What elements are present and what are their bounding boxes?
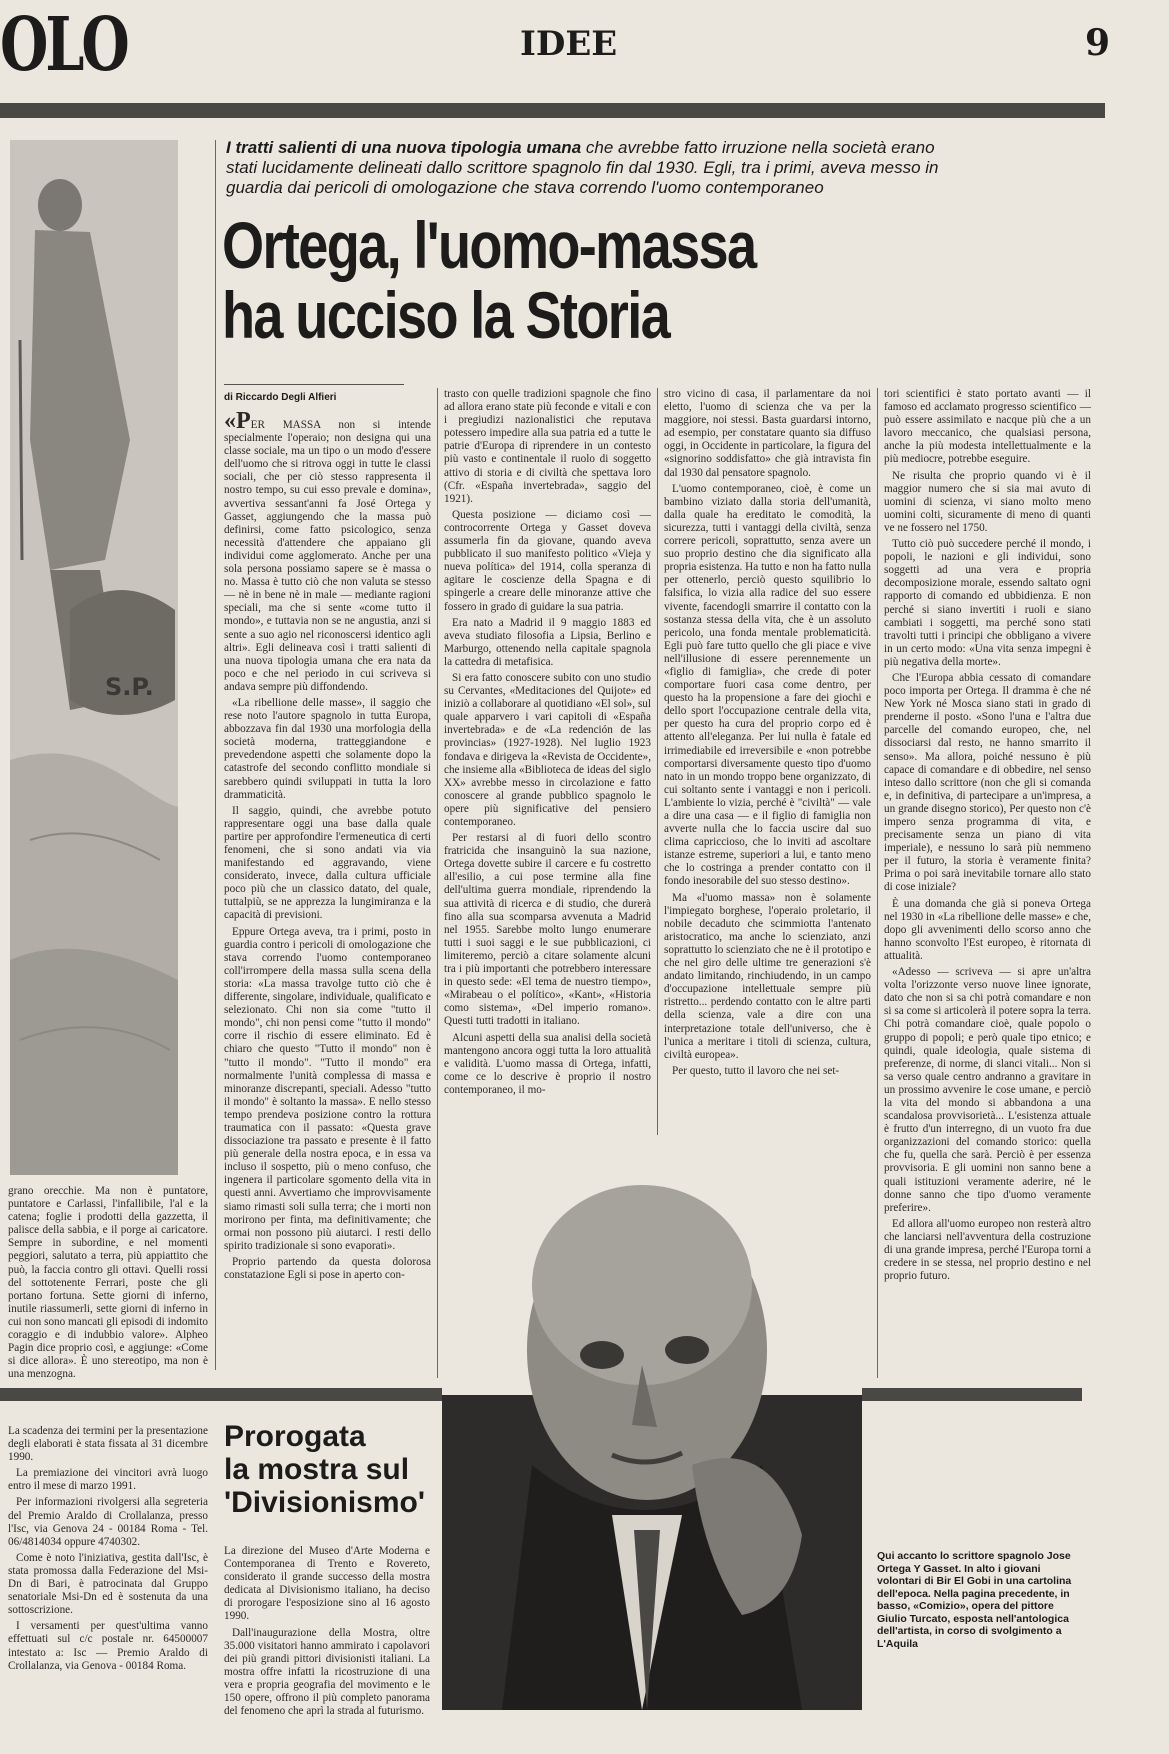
paragraph: L'uomo contemporaneo, cioè, è come un bambino viziato dalla storia dell'umanità, dalla quale ha ereditato le comodità, la sicurezza, tutti i vantaggi della civiltà, senza correre pericoli, soprattutto, senza avere un suo proprio destino che dia significato alla propria esistenza. Ha tutto e non ha fatto nulla per ottenerlo, perciò questo squilibrio lo falsifica, lo vizia alla radice del suo essere vivente, facendogli smarrire il contatto con la sostanza stessa della vita, che è un assoluto pericolo, una fonda mentale problematicità. Egli può fare tutto quello che gli piace e vive nell'illusione di essere perennemente un «figlio di famiglia», che crede di poter comportare fuori casa come dentro, per questo ha la propensione a fare dei giochi e dello sport l'occupazione centrale della vita, per questo ha cura del proprio corpo ed è attento all'eleganza. Per lui nulla è fatale ed irrimediabile ed irreversibile e «non potrebbe comportarsi diversamente questo tipo d'uomo nato in un mondo troppo bene organizzato, di cui soltanto sente i vantaggi e non i pericoli. L'ambiente lo vizia, perché è "civiltà" — vale a dire una casa — e il figlio di famiglia non avverte nulla che lo faccia uscire dal suo clima capriccioso, che lo inviti ad ascoltare istanze estreme, superiori a lui, e tanto meno che lo costringa a prender contatto con il fondo inesorabile del suo stesso destino».: [664, 482, 871, 888]
volunteers-photo: [10, 140, 178, 1175]
byline-rule: [224, 384, 404, 385]
column-divider: [877, 388, 878, 1378]
paragraph: Ma «l'uomo massa» non è solamente l'impiegato borghese, l'operaio proletario, il nobile decaduto che scimmiotta l'antenato aristocratico, ma anche lo scienziato, anzi soprattutto lo scienziato che ne è il prototipo e che nel giro delle ultime tre generazioni s'è andato limitando, rinchiudendo, in un campo d'occupazione intellettuale sempre più ristretto... perdendo contatto con le altre parti della scienza, vale a dire con una interpretazione totale dell'universo, che è l'unica a meritare i titoli di scienza, cultura, civiltà europea».: [664, 891, 871, 1061]
masthead-name-fragment: OLO: [0, 2, 127, 88]
headline-line-2: ha ucciso la Storia: [222, 278, 670, 352]
left-strip-paragraph: grano orecchie. Ma non è puntatore, puntatore e Carlassi, l'infallibile, l'al e la catena; foglie i prodotti della gazzetta, il palisce della sabbia, e il porge ai caricatore. Sempre in subordine, e nel momenti peggiori, salutato a terra, più appiattito che può, la faccia contro gli ottavi. Quelli rossi del sottotenente Ferrari, poste che gli portano fortuna. Sette giorni di inferno, inutile riassumerli, sette giorni di inferno in cui non sono mancati gli episodi di indomito coraggio e di indubbio valore». Alpheo Pagin dice proprio così, e aggiunge: «Come si dice allora». È uno stereotipo, ma non è una menzogna.: [8, 1185, 208, 1381]
prize-notice: [8, 1425, 208, 1676]
paragraph: Alcuni aspetti della sua analisi della società mantengono ancora oggi tutta la loro attualità e validità. L'uomo massa di Ortega, infatti, come ce lo descrive è proprio il nostro contemporaneo, il mo-: [444, 1031, 651, 1096]
paragraph: Eppure Ortega aveva, tra i primi, posto in guardia contro i pericoli di omologazione che stava correndo l'uomo contemporaneo coll'irrompere della massa sulla scena della storia: «La massa travolge tutto ciò che è differente, singolare, individuale, qualificato e selezionato. Chi non sia come "tutto il mondo", chi non pensi come "tutto il mondo" corre il rischio di essere eliminato. Ed è chiaro che questo "Tutto il mondo" non è "tutto il mondo". "Tutto il mondo" era normalmente l'unità complessa di massa e minoranze discrepanti, speciali. Adesso "tutto il mondo" è soltanto la massa». E nello stesso tempo prendeva posizione contro la rottura traumatica con il passato: «Questa grave dissociazione tra passato e presente è il fatto più generale della nostra epoca, e in essa va incluso il sospetto, più o meno confuso, che ingenera il particolare sgomento della vita in questi anni. Avvertiamo che improvvisamente siamo rimasti soli sulla terra; che i morti non morirono per finta, ma definitivamente; che ormai non possono più aiutarci. I resti dello spirito tradizionale si sono evaporati».: [224, 925, 431, 1252]
paragraph: Il saggio, quindi, che avrebbe potuto rappresentare oggi una base dalla quale partire per approfondire l'ermeneutica di certi fenomeni, che si sono andati via via manifestando ed aggravando, viene considerato, invece, dalla cultura ufficiale poco più che un classico datato, del quale, tuttalpiù, se ne apprezza la lungimiranza e la capacità di previsioni.: [224, 804, 431, 922]
paragraph: Come è noto l'iniziativa, gestita dall'Isc, è stata promossa dalla Federazione del Msi-Dn di Bari, è patrocinata dal Gruppo senatoriale Msi-Dn ed è sostenuta da una sottoscrizione.: [8, 1551, 208, 1617]
column-divider: [657, 388, 658, 1158]
ortega-portrait: [442, 1135, 862, 1710]
box-headline-line-1: Prorogata: [224, 1420, 366, 1453]
box-body: [224, 1545, 430, 1721]
photo-inscription: S.P.: [105, 673, 154, 701]
paragraph: Si era fatto conoscere subito con uno studio su Cervantes, «Meditaciones del Quijote» ed iniziò a collaborare al quotidiano «El sol», sul quale apparvero i vari capitoli di «España invertebrada» e de «La redención de las provincias» (1927-1928). Nel luglio 1923 fondava e dirigeva la «Revista de Occidente», che insieme alla «Biblioteca de ideas del siglo XX» avrebbe messo in circolazione e fatto conoscere al grande pubblico spagnolo le opere più significative del pensiero contemporaneo.: [444, 671, 651, 828]
byline: di Riccardo Degli Alfieri: [224, 392, 337, 403]
paragraph: La premiazione dei vincitori avrà luogo entro il mese di marzo 1991.: [8, 1467, 208, 1493]
section-title: IDEE: [520, 24, 618, 64]
paragraph: tori scientifici è stato portato avanti — il famoso ed acclamato progresso scientifico — può essere assimilato e nacque più che a un lavoro meccanico, che qualsiasi persona, anche la più modesta intellettualmente e la più mediocre, potrebbe eseguire.: [884, 388, 1091, 466]
paragraph: La direzione del Museo d'Arte Moderna e Contemporanea di Trento e Rovereto, considerato il grande successo della mostra dedicata al Divisionismo italiano, ha deciso di prorogare l'esposizione sino al 16 agosto 1990.: [224, 1545, 430, 1623]
masthead-rule: [0, 103, 1105, 118]
paragraph: Per informazioni rivolgersi alla segreteria del Premio Araldo di Crollalanza, presso l'Isc, via Genova 24 - 00184 Roma - Tel. 06/4814034 oppure 4740302.: [8, 1496, 208, 1548]
paragraph: Dall'inaugurazione della Mostra, oltre 35.000 visitatori hanno ammirato i capolavori dei più grandi pittori divisionisti italiani. La mostra offre infatti la ricostruzione di una vera e propria geografia del movimento e le 150 opere, offrono il più completo panorama del fenomeno che aprì la strada al futurismo.: [224, 1626, 430, 1718]
paragraph: Che l'Europa abbia cessato di comandare poco importa per Ortega. Il dramma è che né New York né Mosca siano stati in grado di prenderne il posto. «Sono l'una e l'altra due parcelle del comando europeo, che, nel dissociarsi dal resto, ne hanno smarrito il senso». Ma allora, poiché nessuno è più capace di comandare e di obbedire, nel senso inteso dallo scrittore (non che gli si comanda e, in definitiva, di partecipare a un'impresa, a un grande disegno storico), Per questo non c'è impero senza programma di vita, e precisamente senza un piano di vita imperiale), e nessuno lo sarà più nemmeno per il futuro, la storia è veramente finita? Prima o poi sarà inevitabile tornare allo stato di cose iniziale?: [884, 671, 1091, 894]
paragraph: «La ribellione delle masse», il saggio che rese noto l'autore spagnolo in tutta Europa, abbozzava fin dal 1930 una morfologia della società moderna, tratteggiandone e prevedendone aspetti che solamente dopo la catastrofe del secondo conflitto mondiale si sarebbero quindi sviluppati in tutta la loro drammaticità.: [224, 696, 431, 801]
article-column-4: [884, 388, 1091, 1286]
kicker-rest: che avrebbe fatto irruzione nella società erano stati lucidamente delineati dallo scrittore spagnolo fin dal 1930. Egli, tra i primi, aveva messo in guardia dai pericoli di omologazione che stava correndo l'uomo contemporaneo: [226, 138, 939, 197]
paragraph: Tutto ciò può succedere perché il mondo, i popoli, le nazioni e gli individui, sono soggetti ad una vera e propria decomposizione morale, essendo saltato ogni rapporto di comando ed ubbidienza. E non perché si siano invertiti i ruoli e siano cambiati i soggetti, ma perché sono stati travolti tutti i principi che obbligano a vivere in un certo modo: «Una vita senza impegni è più negativa della morte».: [884, 538, 1091, 668]
article-column-1: [224, 408, 431, 1285]
paragraph: Per questo, tutto il lavoro che nei set-: [672, 1064, 840, 1077]
box-headline-line-2: la mostra sul: [224, 1453, 410, 1486]
paragraph: stro vicino di casa, il parlamentare da noi eletto, l'uomo di scienza che va per la maggiore, noi stessi. Basta guardarsi intorno, ad esempio, per constatare quanto sia diffuso oggi, in Occidente in particolare, la figura del «signorino soddisfatto» che già intravista fin dal 1930 dal pensatore spagnolo.: [664, 388, 871, 479]
kicker-bold: I tratti salienti di una nuova tipologia umana: [226, 138, 582, 157]
article-column-3: [664, 388, 871, 1081]
article-kicker: [226, 138, 946, 198]
paragraph: È una domanda che già si poneva Ortega nel 1930 in «La ribellione delle masse» e che, dopo gli avvenimenti dello scorso anno che hanno sconvolto l'Est europeo, è ritornata di attualità.: [884, 897, 1091, 962]
paragraph: «PER MASSA non si intende specialmente l'operaio; non designa qui una classe sociale, ma un tipo o un modo d'essere dell'uomo che si ritrova oggi in tutte le classi sociali, che per ciò stesso rappresenta il nostro tempo, su cui esso prevale e domina», avvertiva sessant'anni fa José Ortega y Gasset, aggiungendo che la massa può definirsi, come fatto psicologico, senza necessità d'attendere che appaiano gli individui come agglomerato. Anche per una sola persona possiamo sapere se è massa o no. Massa è tutto ciò che non valuta se stesso — nè in bene nè in male — mediante ragioni speciali, ma che si sente «come tutto il mondo», e tuttavia non se ne angustia, anzi si sente a suo agio nel riconoscersi identico agli altri». Egli delineava così i tratti salienti di una nuova tipologia umana che era nata da poco e che nel periodo in cui scriveva si andava sempre più diffondendo.: [224, 408, 431, 693]
paragraph: I versamenti per quest'ultima vanno effettuati sul c/c postale nr. 64500007 intestato a: Isc — Premio Araldo di Crollalanza, via Genova - 00184 Roma.: [8, 1620, 208, 1672]
headline-line-1: Ortega, l'uomo-massa: [222, 208, 756, 282]
paragraph: Era nato a Madrid il 9 maggio 1883 ed aveva studiato filosofia a Lipsia, Berlino e Marburgo, ottenendo nella capitale spagnola la cattedra di metafisica.: [444, 616, 651, 668]
paragraph: Ne risulta che proprio quando vi è il maggior numero che si sia mai avuto di uomini di scienza, vi siano molto meno uomini colti, sicuramente di meno di quanti ve ne fossero nel 1750.: [884, 469, 1091, 534]
drop-cap: «P: [224, 408, 251, 434]
box-headline-line-3: 'Divisionismo': [224, 1486, 425, 1519]
column-divider: [437, 388, 438, 1378]
paragraph: Questa posizione — diciamo così — controcorrente Ortega y Gasset doveva assumerla fin da giovane, quando aveva pubblicato il suo manifesto politico «Vieja y nueva política» del 1914, colla speranza di agitare le coscienze della Spagna e di spingerle a creare delle minoranze attive che fossero in grado di guidare la sua patria.: [444, 508, 651, 613]
article-headline: [222, 210, 812, 350]
paragraph: trasto con quelle tradizioni spagnole che fino ad allora erano state più feconde e vitali e con i pregiudizi nazionalistici che reputava potessero impedire alla sua patria ed a tutte le patrie d'Europa di riprendere in un contesto più vasto e continentale il ruolo di soggetto attivo di storia e di civiltà che spettava loro (Cfr. «España invertebrada», saggio del 1921).: [444, 388, 651, 505]
page-number: 9: [1085, 22, 1111, 64]
paragraph: Proprio partendo da questa dolorosa constatazione Egli si pose in aperto con-: [224, 1255, 431, 1281]
paragraph: Per restarsi al di fuori dello scontro fratricida che insanguinò la sua nazione, Ortega dovette subire il carcere e fu costretto all'esilio, a cui pose termine alla fine dell'ultima guerra mondiale, riprendendo la sua attività di ricerca e di studio, che durerà fino alla sua scomparsa avvenuta a Madrid nel 1955. Sarebbe molto lungo enumerare tutti i suoi saggi e le sue pubblicazioni, ci limiteremo, perciò a citare solamente alcuni tra i più importanti che potrebbero interessare in questo sede: «El tema de nuestro tiempo», «Mirabeau o el político», «Kant», «Historia como sistema», «Del imperio romano». Questi tutti tradotti in italiano.: [444, 832, 651, 1028]
left-strip-text: [8, 1185, 208, 1384]
paragraph: «Adesso — scriveva — si apre un'altra volta l'orizzonte verso nuove linee ignorate, dato che non si sa chi potrà comandare e non si sa come si articolerà il potere sopra la terra. Chi potrà comandare cioè, quale popolo o gruppo di popoli; e però quale tipo etnico; e quindi, quale ideologia, quale sistema di preferenze, di norme, di slanci vitali... Non si sa verso quale centro andranno a gravitare in un prossimo avvenire le cose umane, e perciò la vita del mondo si abbandona a una scandalosa provvisorietà... L'esistenza attuale è frutto d'un interregno, di un vuoto fra due organizzazioni del comando storico: quella che fu, quella che sarà. Perciò è per essenza provvisoria. E gli uomini non sanno bene a quali istituzioni veramente aderire, né le donne sanno che tipo d'uomo veramente preferire».: [884, 966, 1091, 1214]
paragraph: Ed allora all'uomo europeo non resterà altro che lanciarsi nell'avventura della costruzione di una grande impresa, perché l'Europa torni a credere in se stessa, nel proprio destino e nel proprio futuro.: [884, 1217, 1091, 1283]
photo-caption: Qui accanto lo scrittore spagnolo Jose Ortega Y Gasset. In alto i giovani volontari di Bir El Gobi in una cartolina dell'epoca. Nella pagina precedente, in basso, «Comizio», opera del pittore Giulio Turcato, esposta nell'antologica dell'artista, in corso di svolgimento a L'Aquila: [877, 1550, 1072, 1650]
paragraph: La scadenza dei termini per la presentazione degli elaborati è stata fissata al 31 dicembre 1990.: [8, 1425, 208, 1464]
left-photo-divider: [215, 140, 216, 1370]
article-column-2: [444, 388, 651, 1100]
box-headline: [224, 1420, 444, 1519]
